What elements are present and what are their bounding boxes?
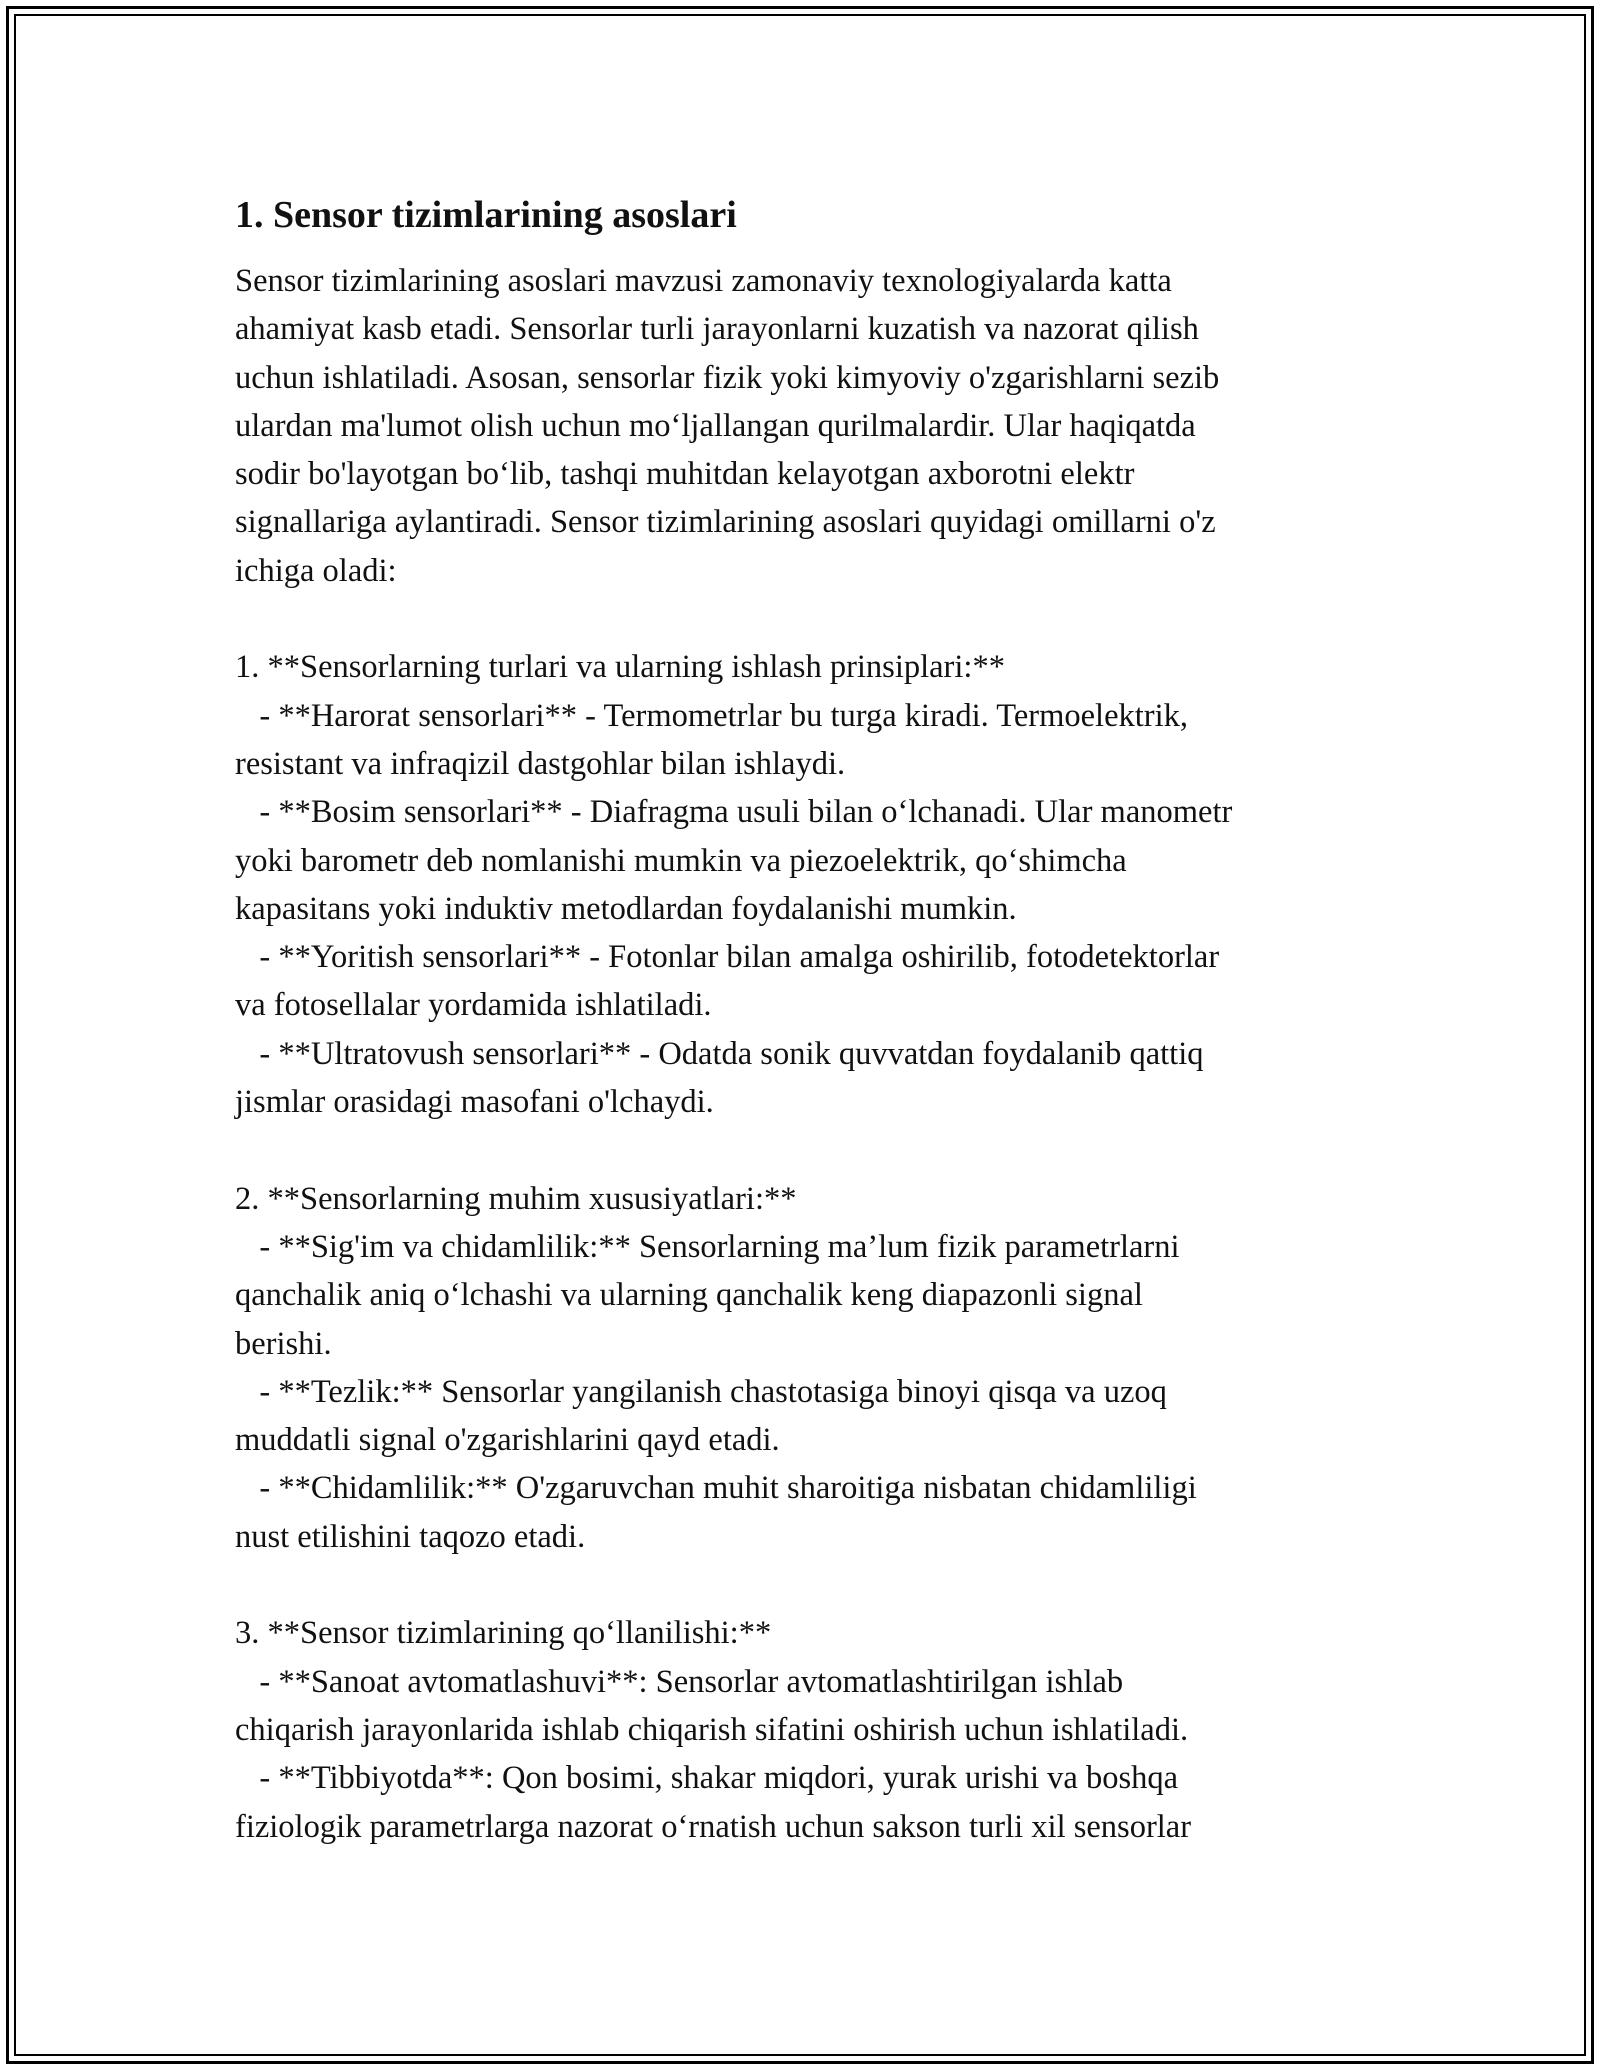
list-item-line: yoki barometr deb nomlanishi mumkin va piezoelektrik, qo‘shimcha bbox=[235, 842, 1127, 879]
list-item-line: qanchalik aniq o‘lchashi va ularning qanchalik keng diapazonli signal bbox=[235, 1277, 1143, 1314]
list-item-line: - **Bosim sensorlari** - Diafragma usuli bilan o‘lchanadi. Ular manometr bbox=[235, 794, 1233, 831]
text-line: uchun ishlatiladi. Asosan, sensorlar fizik yoki kimyoviy o'zgarishlarni sezib bbox=[235, 359, 1220, 396]
blank-line bbox=[235, 595, 1385, 643]
document-body bbox=[235, 185, 1385, 1851]
section-heading: 1. Sensor tizimlarining asoslari bbox=[235, 194, 737, 236]
list-heading: 3. **Sensor tizimlarining qo‘llanilishi:** bbox=[235, 1615, 772, 1652]
list-item-line: fiziologik parametrlarga nazorat o‘rnatish uchun sakson turli xil sensorlar bbox=[235, 1808, 1192, 1845]
text-line: ichiga oladi: bbox=[235, 552, 397, 589]
list-item-line: - **Harorat sensorlari** - Termometrlar bu turga kiradi. Termoelektrik, bbox=[235, 697, 1189, 734]
list-item-line: berishi. bbox=[235, 1325, 332, 1362]
list-heading: 1. **Sensorlarning turlari va ularning ishlash prinsiplari:** bbox=[235, 649, 1005, 686]
list-item-line: - **Ultratovush sensorlari** - Odatda sonik quvvatdan foydalanib qattiq bbox=[235, 1035, 1204, 1072]
list-item-line: - **Sanoat avtomatlashuvi**: Sensorlar avtomatlashtirilgan ishlab bbox=[235, 1663, 1124, 1700]
list-item-line: jismlar orasidagi masofani o'lchaydi. bbox=[235, 1084, 714, 1121]
list-item-line: nust etilishini taqozo etadi. bbox=[235, 1518, 586, 1555]
list-item-line: va fotosellalar yordamida ishlatiladi. bbox=[235, 987, 712, 1024]
list-item-line: kapasitans yoki induktiv metodlardan foydalanishi mumkin. bbox=[235, 890, 1017, 927]
text-line: Sensor tizimlarining asoslari mavzusi zamonaviy texnologiyalarda katta bbox=[235, 263, 1172, 299]
text-line: signallariga aylantiradi. Sensor tizimlarining asoslari quyidagi omillarni o'z bbox=[235, 504, 1216, 541]
blank-line bbox=[235, 1561, 1385, 1609]
text-line: sodir bo'layotgan bo‘lib, tashqi muhitdan kelayotgan axborotni elektr bbox=[235, 456, 1135, 493]
list-item-line: - **Sig'im va chidamlilik:** Sensorlarning ma’lum fizik parametrlarni bbox=[235, 1228, 1180, 1265]
list-item-line: chiqarish jarayonlarida ishlab chiqarish sifatini oshirish uchun ishlatiladi. bbox=[235, 1711, 1189, 1748]
list-item-line: - **Yoritish sensorlari** - Fotonlar bilan amalga oshirilib, fotodetektorlar bbox=[235, 939, 1220, 976]
list-item-line: muddatli signal o'zgarishlarini qayd etadi. bbox=[235, 1422, 780, 1459]
text-line: ulardan ma'lumot olish uchun mo‘ljallangan qurilmalardir. Ular haqiqatda bbox=[235, 407, 1196, 444]
paragraph-lines bbox=[235, 257, 1385, 1851]
blank-line bbox=[235, 1126, 1385, 1174]
list-item-line: resistant va infraqizil dastgohlar bilan ishlaydi. bbox=[235, 745, 846, 782]
list-item-line: - **Chidamlilik:** O'zgaruvchan muhit sharoitiga nisbatan chidamliligi bbox=[235, 1470, 1197, 1507]
list-item-line: - **Tibbiyotda**: Qon bosimi, shakar miqdori, yurak urishi va boshqa bbox=[235, 1760, 1179, 1797]
list-heading: 2. **Sensorlarning muhim xususiyatlari:** bbox=[235, 1180, 797, 1217]
list-item-line: - **Tezlik:** Sensorlar yangilanish chastotasiga binoyi qisqa va uzoq bbox=[235, 1373, 1167, 1410]
text-line: ahamiyat kasb etadi. Sensorlar turli jarayonlarni kuzatish va nazorat qilish bbox=[235, 311, 1199, 348]
